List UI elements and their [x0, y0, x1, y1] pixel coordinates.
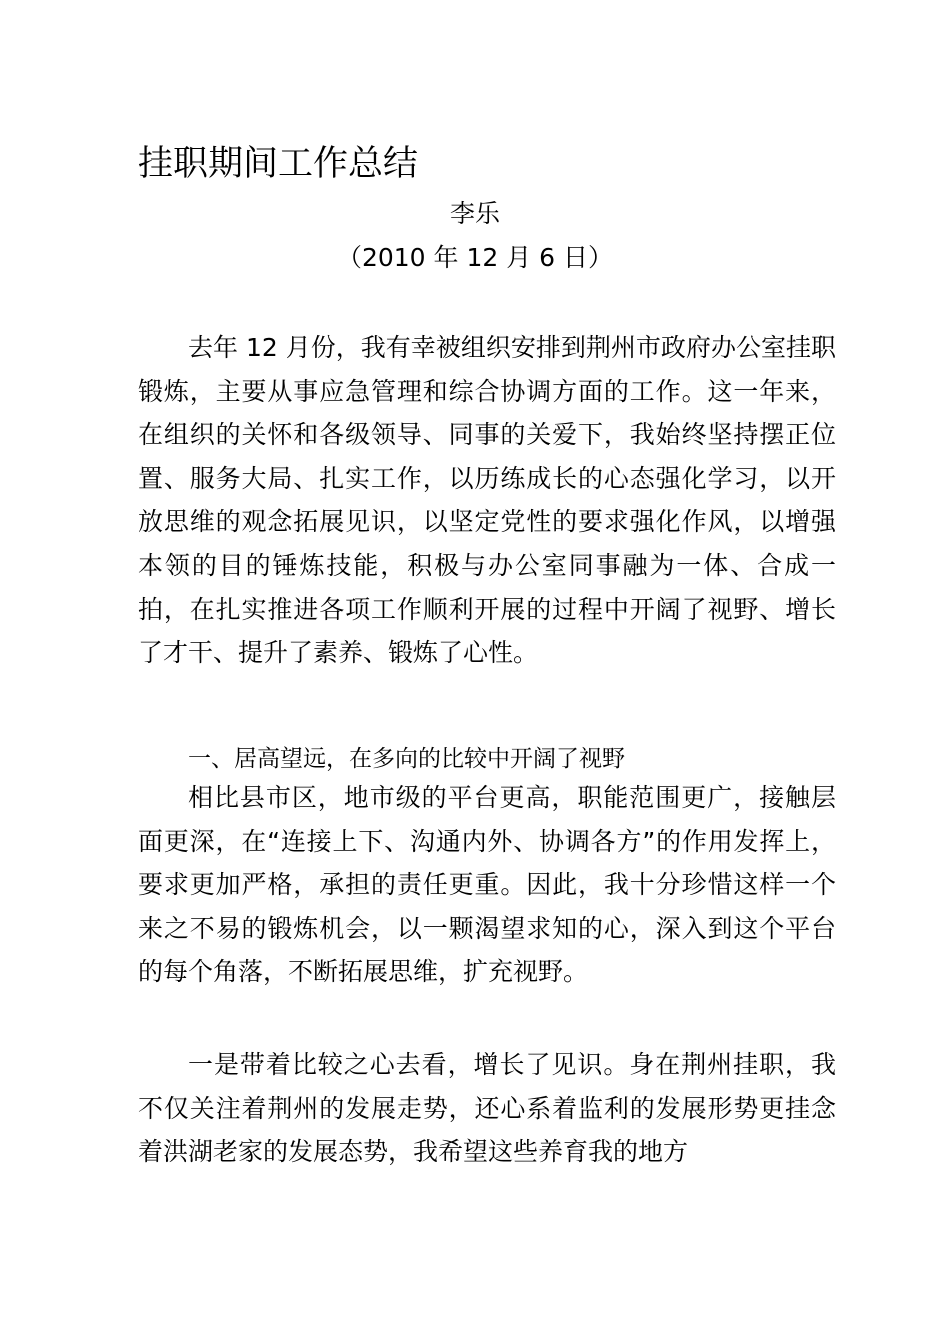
author-name: 李乐	[449, 199, 500, 228]
section-paragraph: 一是带着比较之心去看，增长了见识。身在荆州挂职，我不仅关注着荆州的发展走势，还心系着监利的发展形势更挂念着洪湖老家的发展态势，我希望这些养育我的地方	[138, 1050, 836, 1167]
section-paragraph: 相比县市区，地市级的平台更高，职能范围更广，接触层面更深，在“连接上下、沟通内外、协调各方”的作用发挥上，要求更加严格，承担的责任更重。因此，我十分珍惜这样一个来之不易的锻炼机会，以一颗渴望求知的心，深入到这个平台的每个角落，不断拓展思维，扩充视野。	[138, 783, 836, 987]
document-title: 挂职期间工作总结	[138, 144, 419, 184]
section-heading: 一、居高望远，在多向的比较中开阔了视野	[188, 746, 625, 772]
intro-paragraph: 去年 12 月份，我有幸被组织安排到荆州市政府办公室挂职锻炼，主要从事应急管理和综合协调方面的工作。这一年来，在组织的关怀和各级领导、同事的关爱下，我始终坚持摆正位置、服务大局、扎实工作，以历练成长的心态强化学习，以开放思维的观念拓展见识，以坚定党性的要求强化作风，以增强本领的目的锤炼技能，积极与办公室同事融为一体、合成一拍，在扎实推进各项工作顺利开展的过程中开阔了视野、增长了才干、提升了素养、锻炼了心性。	[138, 333, 836, 668]
document-date: （2010 年 12 月 6 日）	[336, 243, 614, 272]
